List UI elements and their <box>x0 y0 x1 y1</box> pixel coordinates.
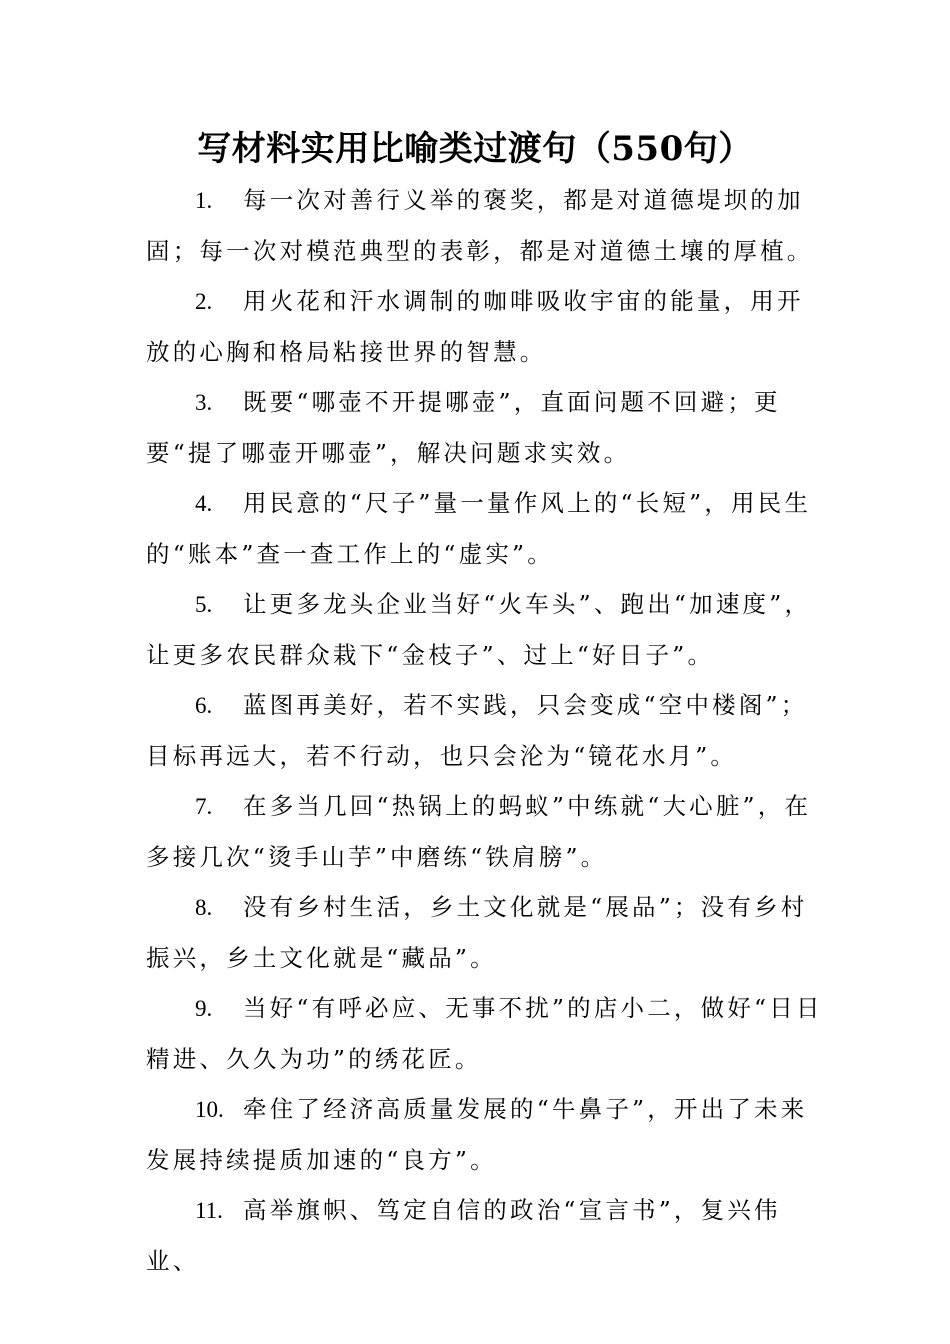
item-number: 3. <box>195 390 213 415</box>
item-number: 4. <box>195 491 213 516</box>
item-number: 6. <box>195 693 213 718</box>
list-item <box>146 781 826 882</box>
item-text: 每一次对善行义举的褒奖，都是对道德堤坝的加固；每一次对模范典型的表彰，都是对道德土壤的厚植。 <box>146 186 814 265</box>
item-text: 没有乡村生活，乡土文化就是“展品”；没有乡村振兴，乡土文化就是“藏品”。 <box>146 893 808 972</box>
item-number: 10. <box>195 1097 224 1122</box>
item-number: 9. <box>195 996 213 1021</box>
list-item <box>146 1084 826 1185</box>
item-number: 7. <box>195 794 213 819</box>
item-number: 11. <box>195 1198 223 1223</box>
item-number: 1. <box>195 188 213 213</box>
list-item <box>146 680 826 781</box>
document-title: 写材料实用比喻类过渡句（550句） <box>197 129 753 169</box>
list-item <box>146 478 826 579</box>
item-text: 用民意的“尺子”量一量作风上的“长短”，用民生的“账本”查一查工作上的“虚实”。 <box>146 489 812 568</box>
list-item <box>146 377 826 478</box>
item-text: 高举旗帜、笃定自信的政治“宣言书”，复兴伟业、 <box>146 1196 781 1275</box>
item-text: 让更多龙头企业当好“火车头”、跑出“加速度”，让更多农民群众栽下“金枝子”、过上“好日子”。 <box>146 590 812 669</box>
item-text: 蓝图再美好，若不实践，只会变成“空中楼阁”；目标再远大，若不行动，也只会沦为“镜花水月”。 <box>146 691 808 770</box>
list-item <box>146 579 826 680</box>
item-text: 用火花和汗水调制的咖啡吸收宇宙的能量，用开放的心胸和格局粘接世界的智慧。 <box>146 287 804 366</box>
item-number: 2. <box>195 289 213 314</box>
list-item <box>146 1185 826 1286</box>
list-item <box>146 175 826 276</box>
list-item <box>146 276 826 377</box>
item-text: 当好“有呼必应、无事不扰”的店小二，做好“日日精进、久久为功”的绣花匠。 <box>146 994 823 1073</box>
item-list <box>146 175 826 1286</box>
item-text: 在多当几回“热锅上的蚂蚁”中练就“大心脏”，在多接几次“烫手山芋”中磨练“铁肩膀”。 <box>146 792 812 871</box>
item-text: 牵住了经济高质量发展的“牛鼻子”，开出了未来发展持续提质加速的“良方”。 <box>146 1095 808 1174</box>
list-item <box>146 882 826 983</box>
list-item <box>146 983 826 1084</box>
item-number: 5. <box>195 592 213 617</box>
item-text: 既要“哪壶不开提哪壶”，直面问题不回避；更要“提了哪壶开哪壶”，解决问题求实效。 <box>146 388 781 467</box>
item-number: 8. <box>195 895 213 920</box>
